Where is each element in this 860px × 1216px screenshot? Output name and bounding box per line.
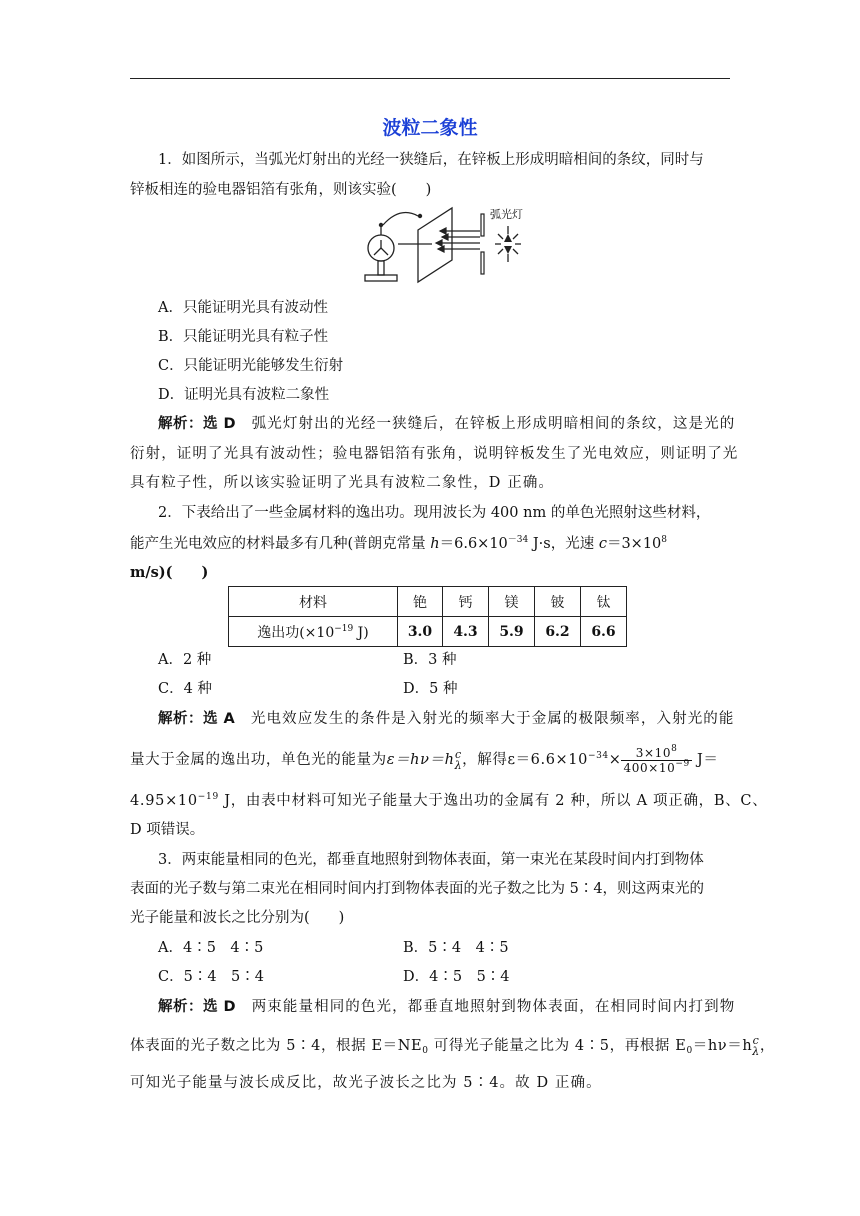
table-metal: 钙 [443,587,489,617]
q2-analysis-line2: 量大于金属的逸出功，单色光的能量为ε＝hν＝h c λ ，解得$\varepsilon=6.6\times 10^{-34}\times$ $\frac{3\times 10^8}{400\times 10^{-9}}$ J＝ [130,743,719,775]
q1-option-d[interactable]: D．证明光具有波粒二象性 [158,387,330,403]
table-value: 6.2 [535,617,581,647]
table-metal: 铯 [398,587,443,617]
work-function-table [228,586,627,647]
q2-option-c[interactable]: C．4 种 [158,681,212,697]
table-metal: 镁 [489,587,535,617]
q3-option-c[interactable]: C．5∶4 5∶4 [158,969,264,985]
table-value: 5.9 [489,617,535,647]
table-value: 3.0 [398,617,443,647]
table-row [229,587,627,617]
arc-lamp-icon [495,226,521,262]
q3-option-b[interactable]: B．5∶4 4∶5 [403,940,509,956]
fraction: $\frac{3\times 10^8}{400\times 10^{-9}}$ [623,743,690,775]
q2-analysis-line3: $4.95\times 10^{-19}$ J，由表中材料可知光子能量大于逸出功的金属有 2 种，所以 A 项正确，B、C、 [130,792,768,809]
table-value: 4.3 [443,617,489,647]
table-header-label: 材料 [229,587,398,617]
q2-option-a[interactable]: A．2 种 [158,652,212,668]
q3-stem-line1: 3．两束能量相同的色光，都垂直地照射到物体表面，第一束光在某段时间内打到物体 [158,852,704,868]
light-rays [436,228,480,252]
page-title: 波粒二象性 [382,117,478,139]
q1-option-b[interactable]: B．只能证明光具有粒子性 [158,329,329,345]
table-metal: 钛 [581,587,627,617]
q3-stem-line2: 表面的光子数与第二束光在相同时间内打到物体表面的光子数之比为 5∶4，则这两束光的 [130,881,705,897]
q2-option-b[interactable]: B．3 种 [403,652,457,668]
q3-analysis-line3: 可知光子能量与波长成反比，故光子波长之比为 5∶4。故 D 正确。 [130,1075,602,1091]
table-row-label: 逸出功($\times 10^{-19}$ J) [229,617,398,647]
experiment-figure [360,204,560,288]
q1-option-a[interactable]: A．只能证明光具有波动性 [158,300,328,316]
q3-analysis-line2: 体表面的光子数之比为 5∶4，根据 $E=NE_0$ 可得光子能量之比为 4∶5，再根据 $E_0=h\nu=h$ c λ ， [130,1034,775,1058]
analysis-label: 解析： [158,416,203,432]
c-over-lambda: c λ [752,1034,760,1058]
q1-stem-line2: 锌板相连的验电器铝箔有张角，则该实验( ) [130,182,432,198]
q1-analysis-line2: 衍射，证明了光具有波动性；验电器铝箔有张角，说明锌板发生了光电效应，则证明了光 [130,446,739,462]
c-over-lambda: c λ [454,748,463,772]
q1-option-c[interactable]: C．只能证明光能够发生衍射 [158,358,344,374]
table-row [229,617,627,647]
q2-stem-line3: m/s)( ) [130,564,209,581]
zinc-plate [418,208,452,282]
q1-analysis-line1: 解析：选 D 弧光灯射出的光经一狭缝后，在锌板上形成明暗相间的条纹，这是光的 [158,416,736,432]
q1-analysis-line3: 具有粒子性，所以该实验证明了光具有波粒二象性，D 正确。 [130,475,555,491]
q3-option-d[interactable]: D．4∶5 5∶4 [403,969,510,985]
q2-stem-line2: 能产生光电效应的材料最多有几种(普朗克常量 $h=6.6\times 10^{-34}$ J·s，光速 $c=3\times 10^8$ [130,535,668,552]
q2-option-d[interactable]: D．5 种 [403,681,458,697]
slit-top [481,214,484,236]
slit-bottom [481,252,484,274]
q3-stem-line3: 光子能量和波长之比分别为( ) [130,910,345,926]
arc-lamp-label: 弧光灯 [490,208,523,221]
q2-stem-line1: 2．下表给出了一些金属材料的逸出功。现用波长为 400 nm 的单色光照射这些材料， [158,505,711,521]
analysis-choice: 选 D [203,416,237,432]
q3-analysis-line1: 解析：选 D 两束能量相同的色光，都垂直地照射到物体表面，在相同时间内打到物 [158,999,736,1015]
q1-stem-line1: 1．如图所示，当弧光灯射出的光经一狭缝后，在锌板上形成明暗相间的条纹，同时与 [158,152,704,168]
q3-option-a[interactable]: A．4∶5 4∶5 [158,940,264,956]
q2-analysis-line1: 解析：选 A 光电效应发生的条件是入射光的频率大于金属的极限频率，入射光的能 [158,711,735,727]
header-rule [130,78,730,79]
q2-analysis-line4: D 项错误。 [130,822,205,838]
table-value: 6.6 [581,617,627,647]
table-metal: 铍 [535,587,581,617]
